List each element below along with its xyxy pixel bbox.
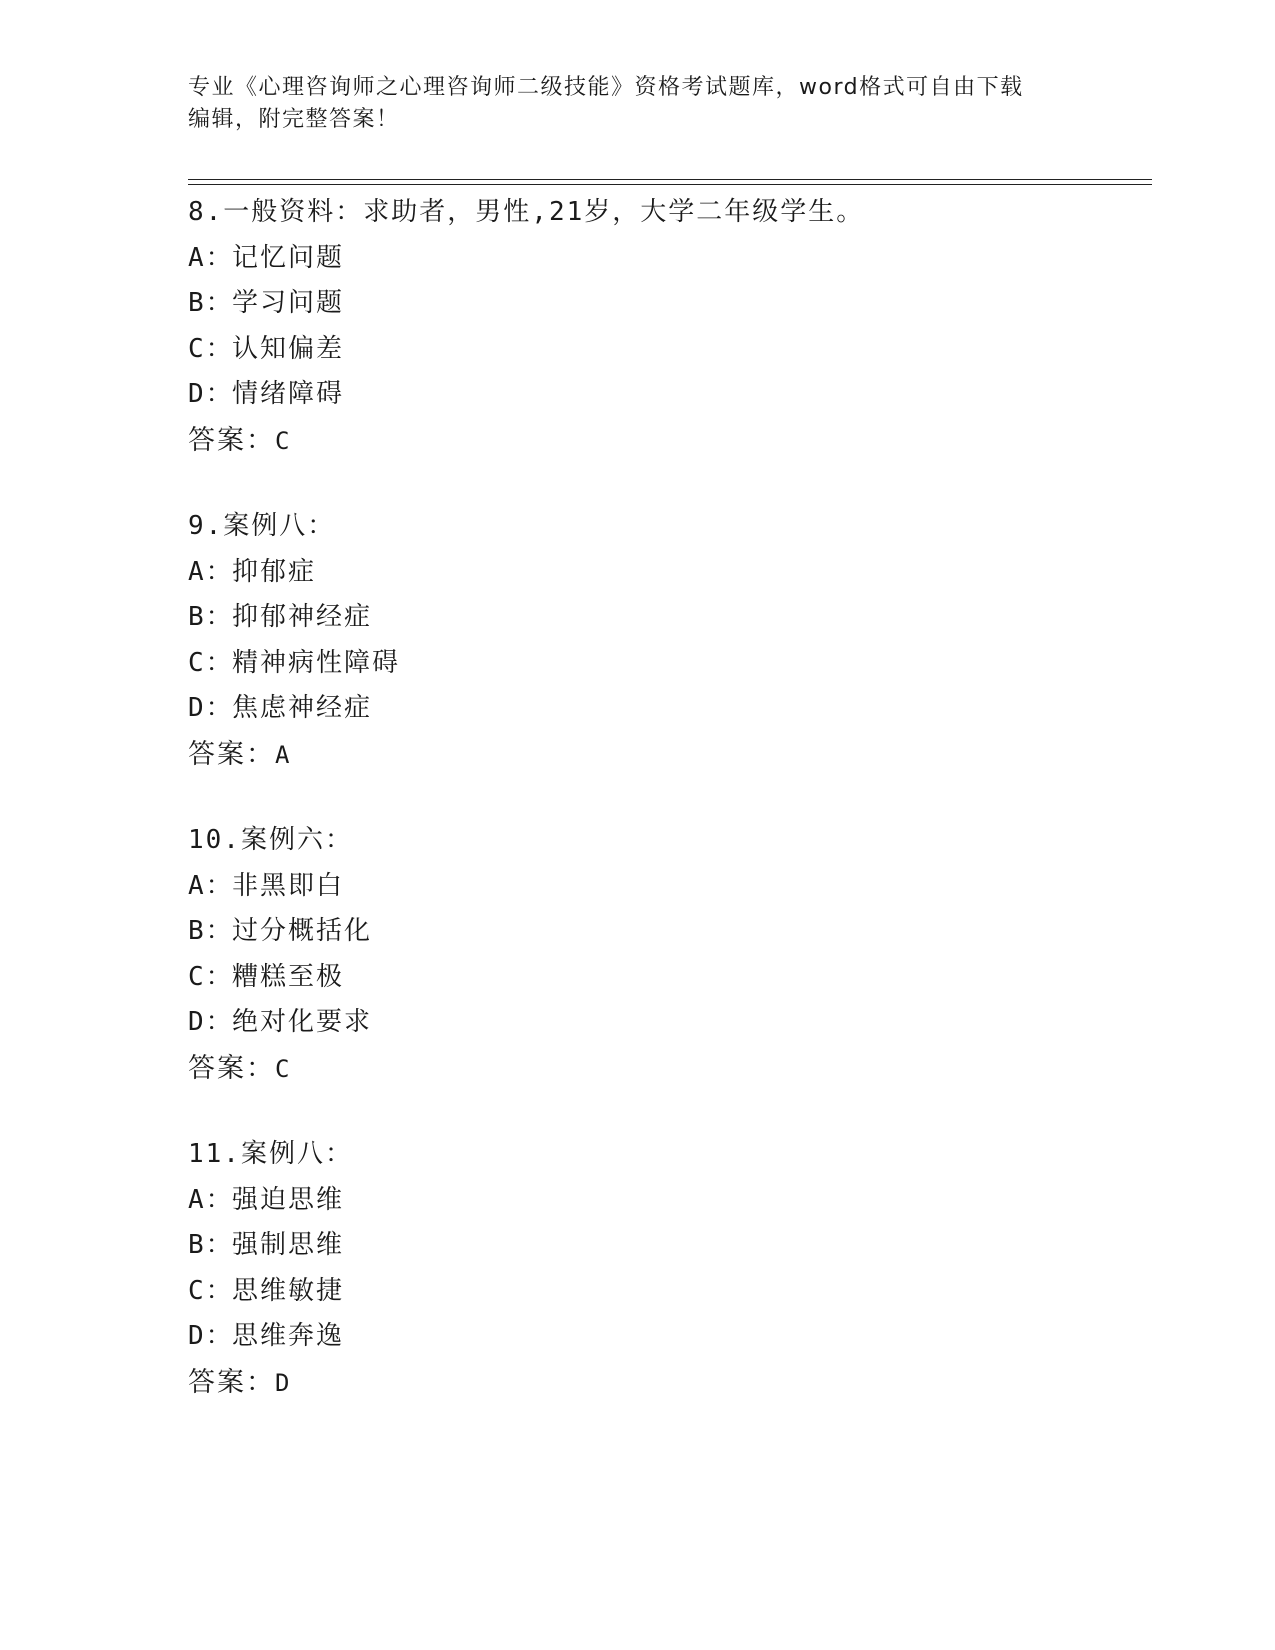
option-text: 抑郁症 (232, 556, 317, 587)
option-key: C： (188, 647, 234, 678)
option-key: C： (188, 333, 234, 364)
option-key: D： (188, 379, 234, 409)
option-text: 学习问题 (232, 288, 345, 318)
question-8 (188, 190, 1148, 463)
option-c (188, 641, 1148, 687)
option-a (188, 550, 1148, 596)
header-divider-top (188, 179, 1152, 180)
option-key: B： (188, 288, 234, 318)
answer-line (188, 1046, 1148, 1092)
header-line-2: 编辑，附完整答案！ (188, 107, 400, 132)
option-key: C： (188, 1275, 234, 1306)
option-text: 强制思维 (232, 1230, 345, 1260)
option-b (188, 909, 1148, 955)
option-c (188, 1269, 1148, 1315)
answer-line (188, 418, 1148, 464)
option-key: B： (188, 916, 234, 946)
answer-line (188, 1360, 1148, 1406)
question-9 (188, 504, 1148, 777)
header-divider-bottom (188, 184, 1152, 185)
option-key: B： (188, 602, 234, 632)
question-11 (188, 1132, 1148, 1405)
answer-value: C (275, 1054, 292, 1083)
document-header (188, 72, 1068, 136)
option-c (188, 327, 1148, 373)
header-line-1: 专业《心理咨询师之心理咨询师二级技能》资格考试题库，word格式可自由下载 (188, 75, 1024, 100)
question-stem: 10.案例六： (188, 825, 353, 855)
option-text: 思维奔逸 (232, 1321, 345, 1351)
option-text: 焦虑神经症 (232, 693, 373, 723)
option-text: 思维敏捷 (232, 1275, 345, 1306)
question-stem: 8.一般资料：求助者，男性,21岁，大学二年级学生。 (188, 197, 865, 227)
option-a (188, 236, 1148, 282)
answer-label: 答案： (188, 1366, 275, 1398)
option-text: 记忆问题 (232, 242, 345, 273)
option-a (188, 864, 1148, 910)
answer-line (188, 732, 1148, 778)
option-d (188, 1000, 1148, 1046)
option-text: 过分概括化 (232, 916, 373, 946)
option-text: 情绪障碍 (232, 379, 345, 409)
answer-label: 答案： (188, 738, 275, 770)
question-10 (188, 818, 1148, 1091)
option-text: 抑郁神经症 (232, 602, 373, 632)
option-key: A： (188, 556, 234, 587)
answer-value: A (275, 740, 292, 769)
option-text: 强迫思维 (232, 1184, 345, 1215)
option-d (188, 1314, 1148, 1360)
question-stem: 11.案例八： (188, 1139, 353, 1169)
answer-value: C (275, 426, 292, 455)
option-key: D： (188, 1007, 234, 1037)
option-text: 糟糕至极 (232, 961, 345, 992)
option-b (188, 281, 1148, 327)
option-key: B： (188, 1230, 234, 1260)
option-key: D： (188, 1321, 234, 1351)
answer-label: 答案： (188, 424, 275, 456)
option-key: A： (188, 870, 234, 901)
option-d (188, 372, 1148, 418)
option-text: 非黑即白 (232, 870, 345, 901)
option-key: D： (188, 693, 234, 723)
option-c (188, 955, 1148, 1001)
option-text: 绝对化要求 (232, 1007, 373, 1037)
option-d (188, 686, 1148, 732)
option-key: A： (188, 1184, 234, 1215)
question-stem: 9.案例八： (188, 511, 336, 541)
option-key: A： (188, 242, 234, 273)
option-a (188, 1178, 1148, 1224)
option-text: 认知偏差 (232, 333, 345, 364)
option-text: 精神病性障碍 (232, 647, 401, 678)
option-key: C： (188, 961, 234, 992)
question-list (188, 190, 1148, 1446)
option-b (188, 595, 1148, 641)
option-b (188, 1223, 1148, 1269)
answer-value: D (275, 1368, 292, 1397)
answer-label: 答案： (188, 1052, 275, 1084)
